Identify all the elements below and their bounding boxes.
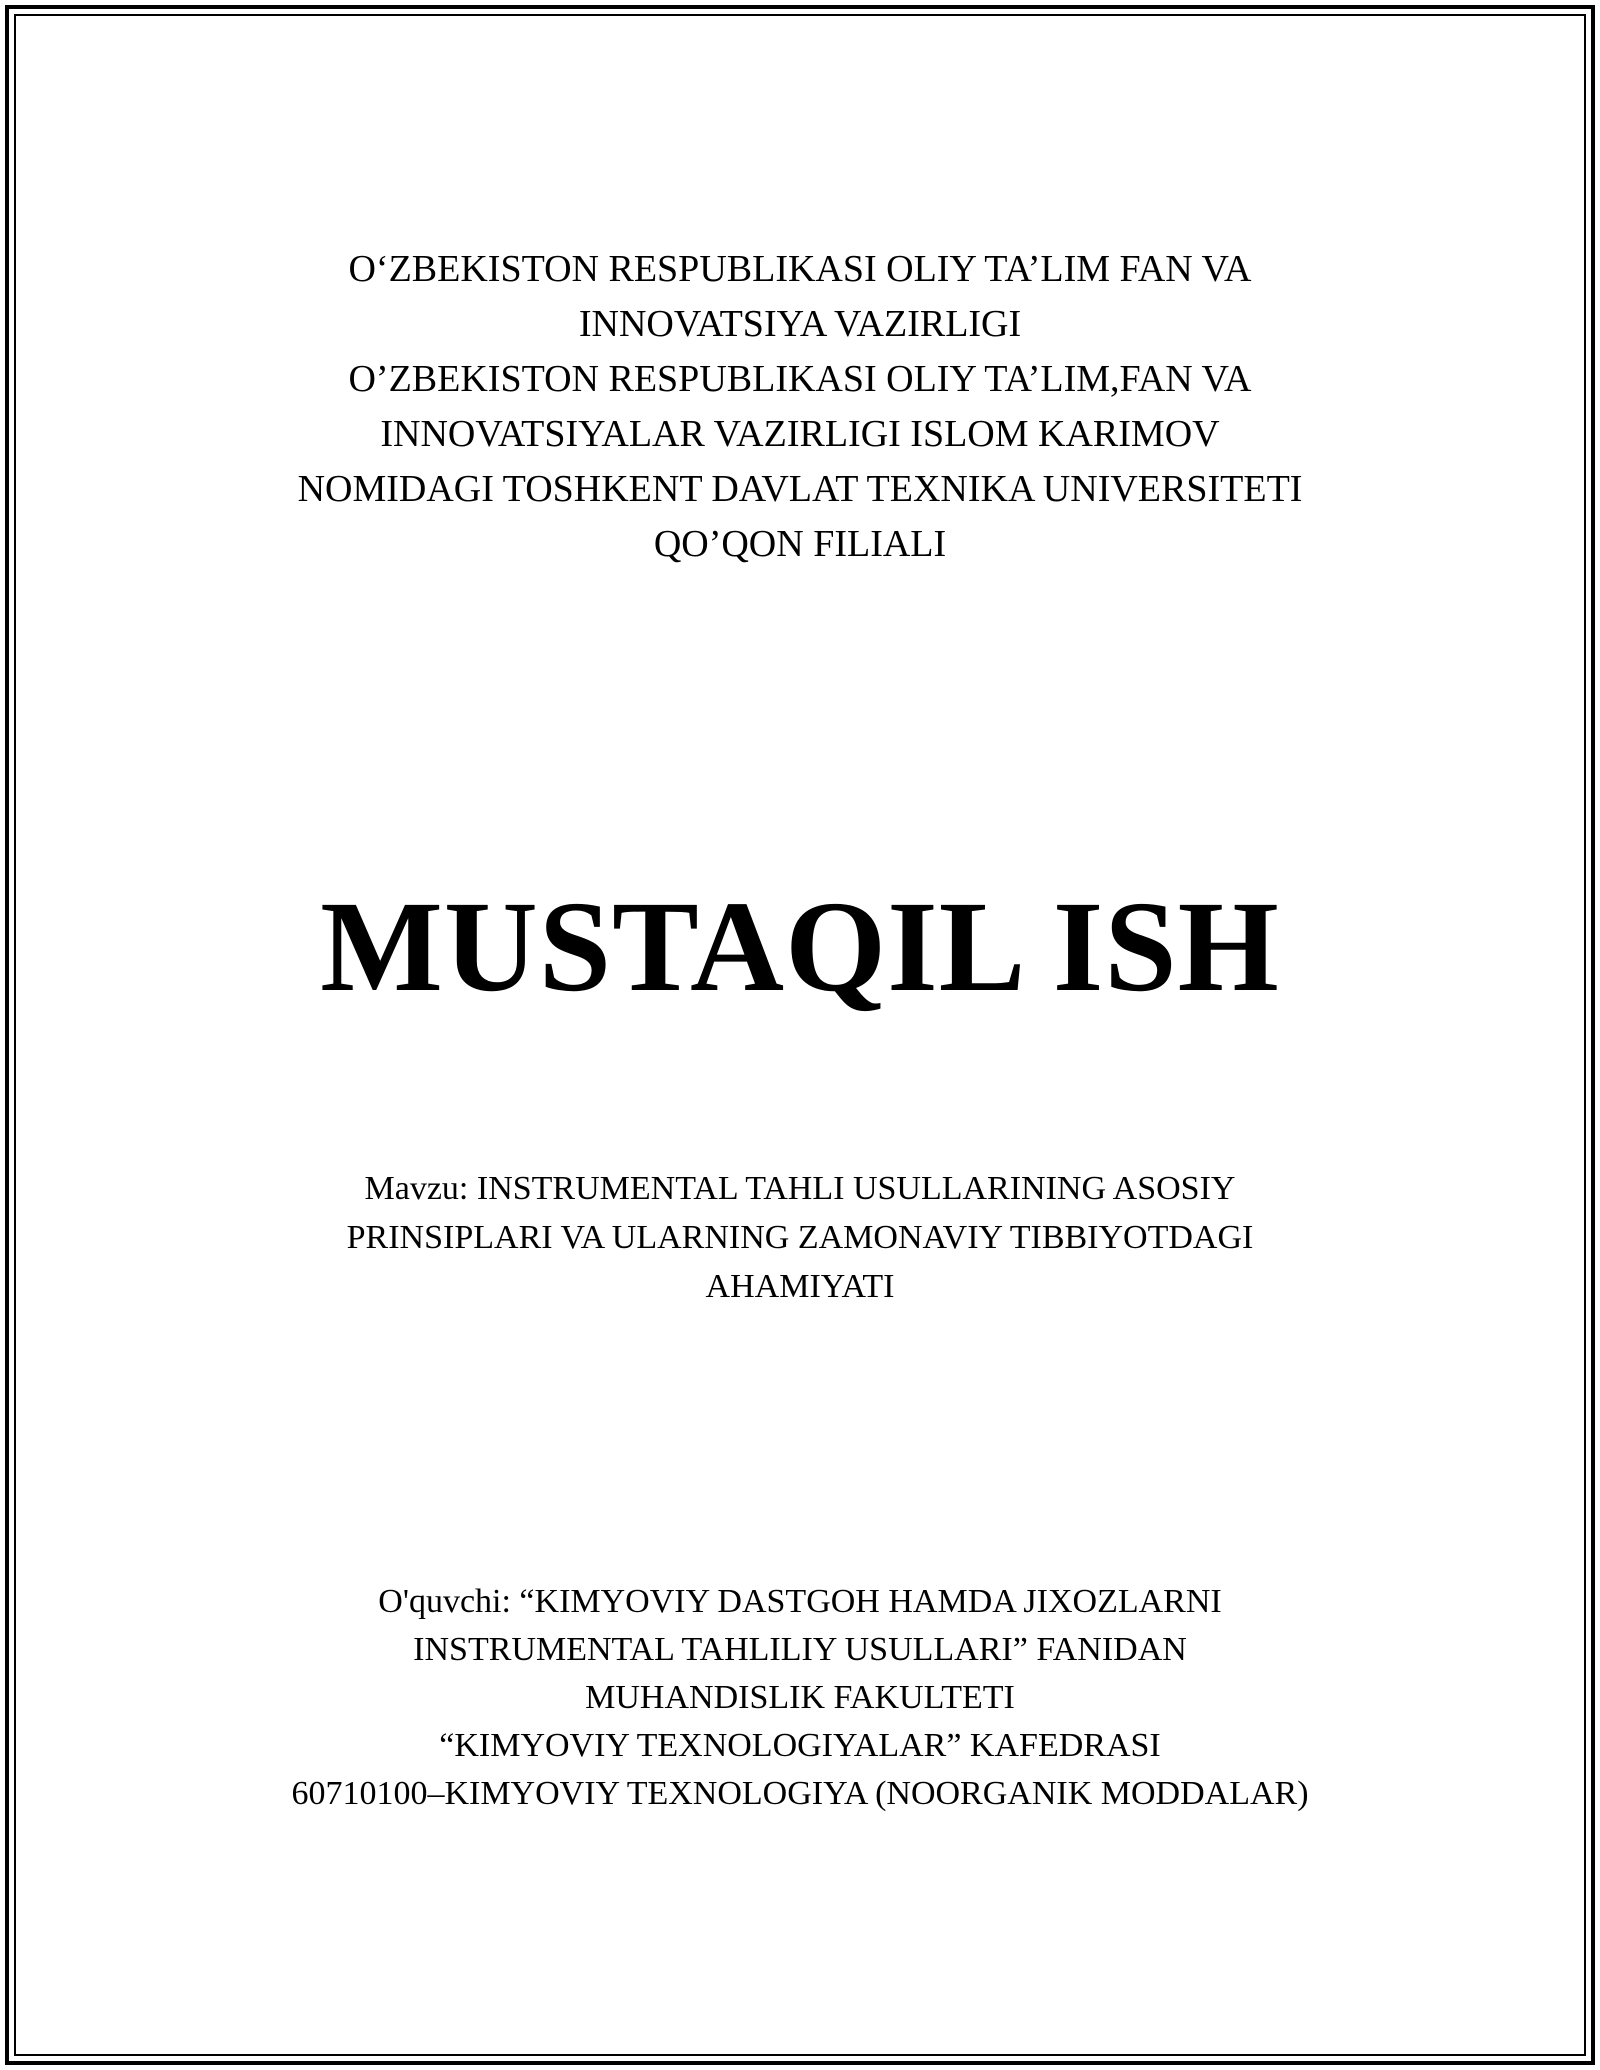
topic-block — [0, 1164, 1600, 1311]
header-line: NOMIDAGI TOSHKENT DAVLAT TEXNIKA UNIVERSITETI — [297, 468, 1303, 510]
student-line: “KIMYOVIY TEXNOLOGIYALAR” KAFEDRASI — [439, 1727, 1161, 1764]
header-line: INNOVATSIYA VAZIRLIGI — [578, 303, 1022, 345]
header-line: O’ZBEKISTON RESPUBLIKASI OLIY TA’LIM,FAN VA — [348, 358, 1252, 400]
topic-line: AHAMIYATI — [705, 1268, 895, 1305]
student-line: MUHANDISLIK FAKULTETI — [585, 1679, 1015, 1716]
student-line: O'quvchi: “KIMYOVIY DASTGOH HAMDA JIXOZLARNI — [378, 1583, 1222, 1620]
student-line: 60710100–KIMYOVIY TEXNOLOGIYA (NOORGANIK MODDALAR) — [291, 1775, 1309, 1812]
topic-line: PRINSIPLARI VA ULARNING ZAMONAVIY TIBBIYOTDAGI — [346, 1219, 1254, 1256]
topic-line: Mavzu: INSTRUMENTAL TAHLI USULLARINING ASOSIY — [364, 1170, 1236, 1207]
document-title: MUSTAQIL ISH — [320, 875, 1280, 1019]
header-line: QO’QON FILIALI — [653, 523, 947, 565]
institution-header — [0, 242, 1600, 572]
header-line: O‘ZBEKISTON RESPUBLIKASI OLIY TA’LIM FAN VA — [348, 248, 1252, 290]
header-line: INNOVATSIYALAR VAZIRLIGI ISLOM KARIMOV — [380, 413, 1220, 455]
student-info-block — [0, 1578, 1600, 1818]
student-line: INSTRUMENTAL TAHLILIY USULLARI” FANIDAN — [413, 1631, 1187, 1668]
